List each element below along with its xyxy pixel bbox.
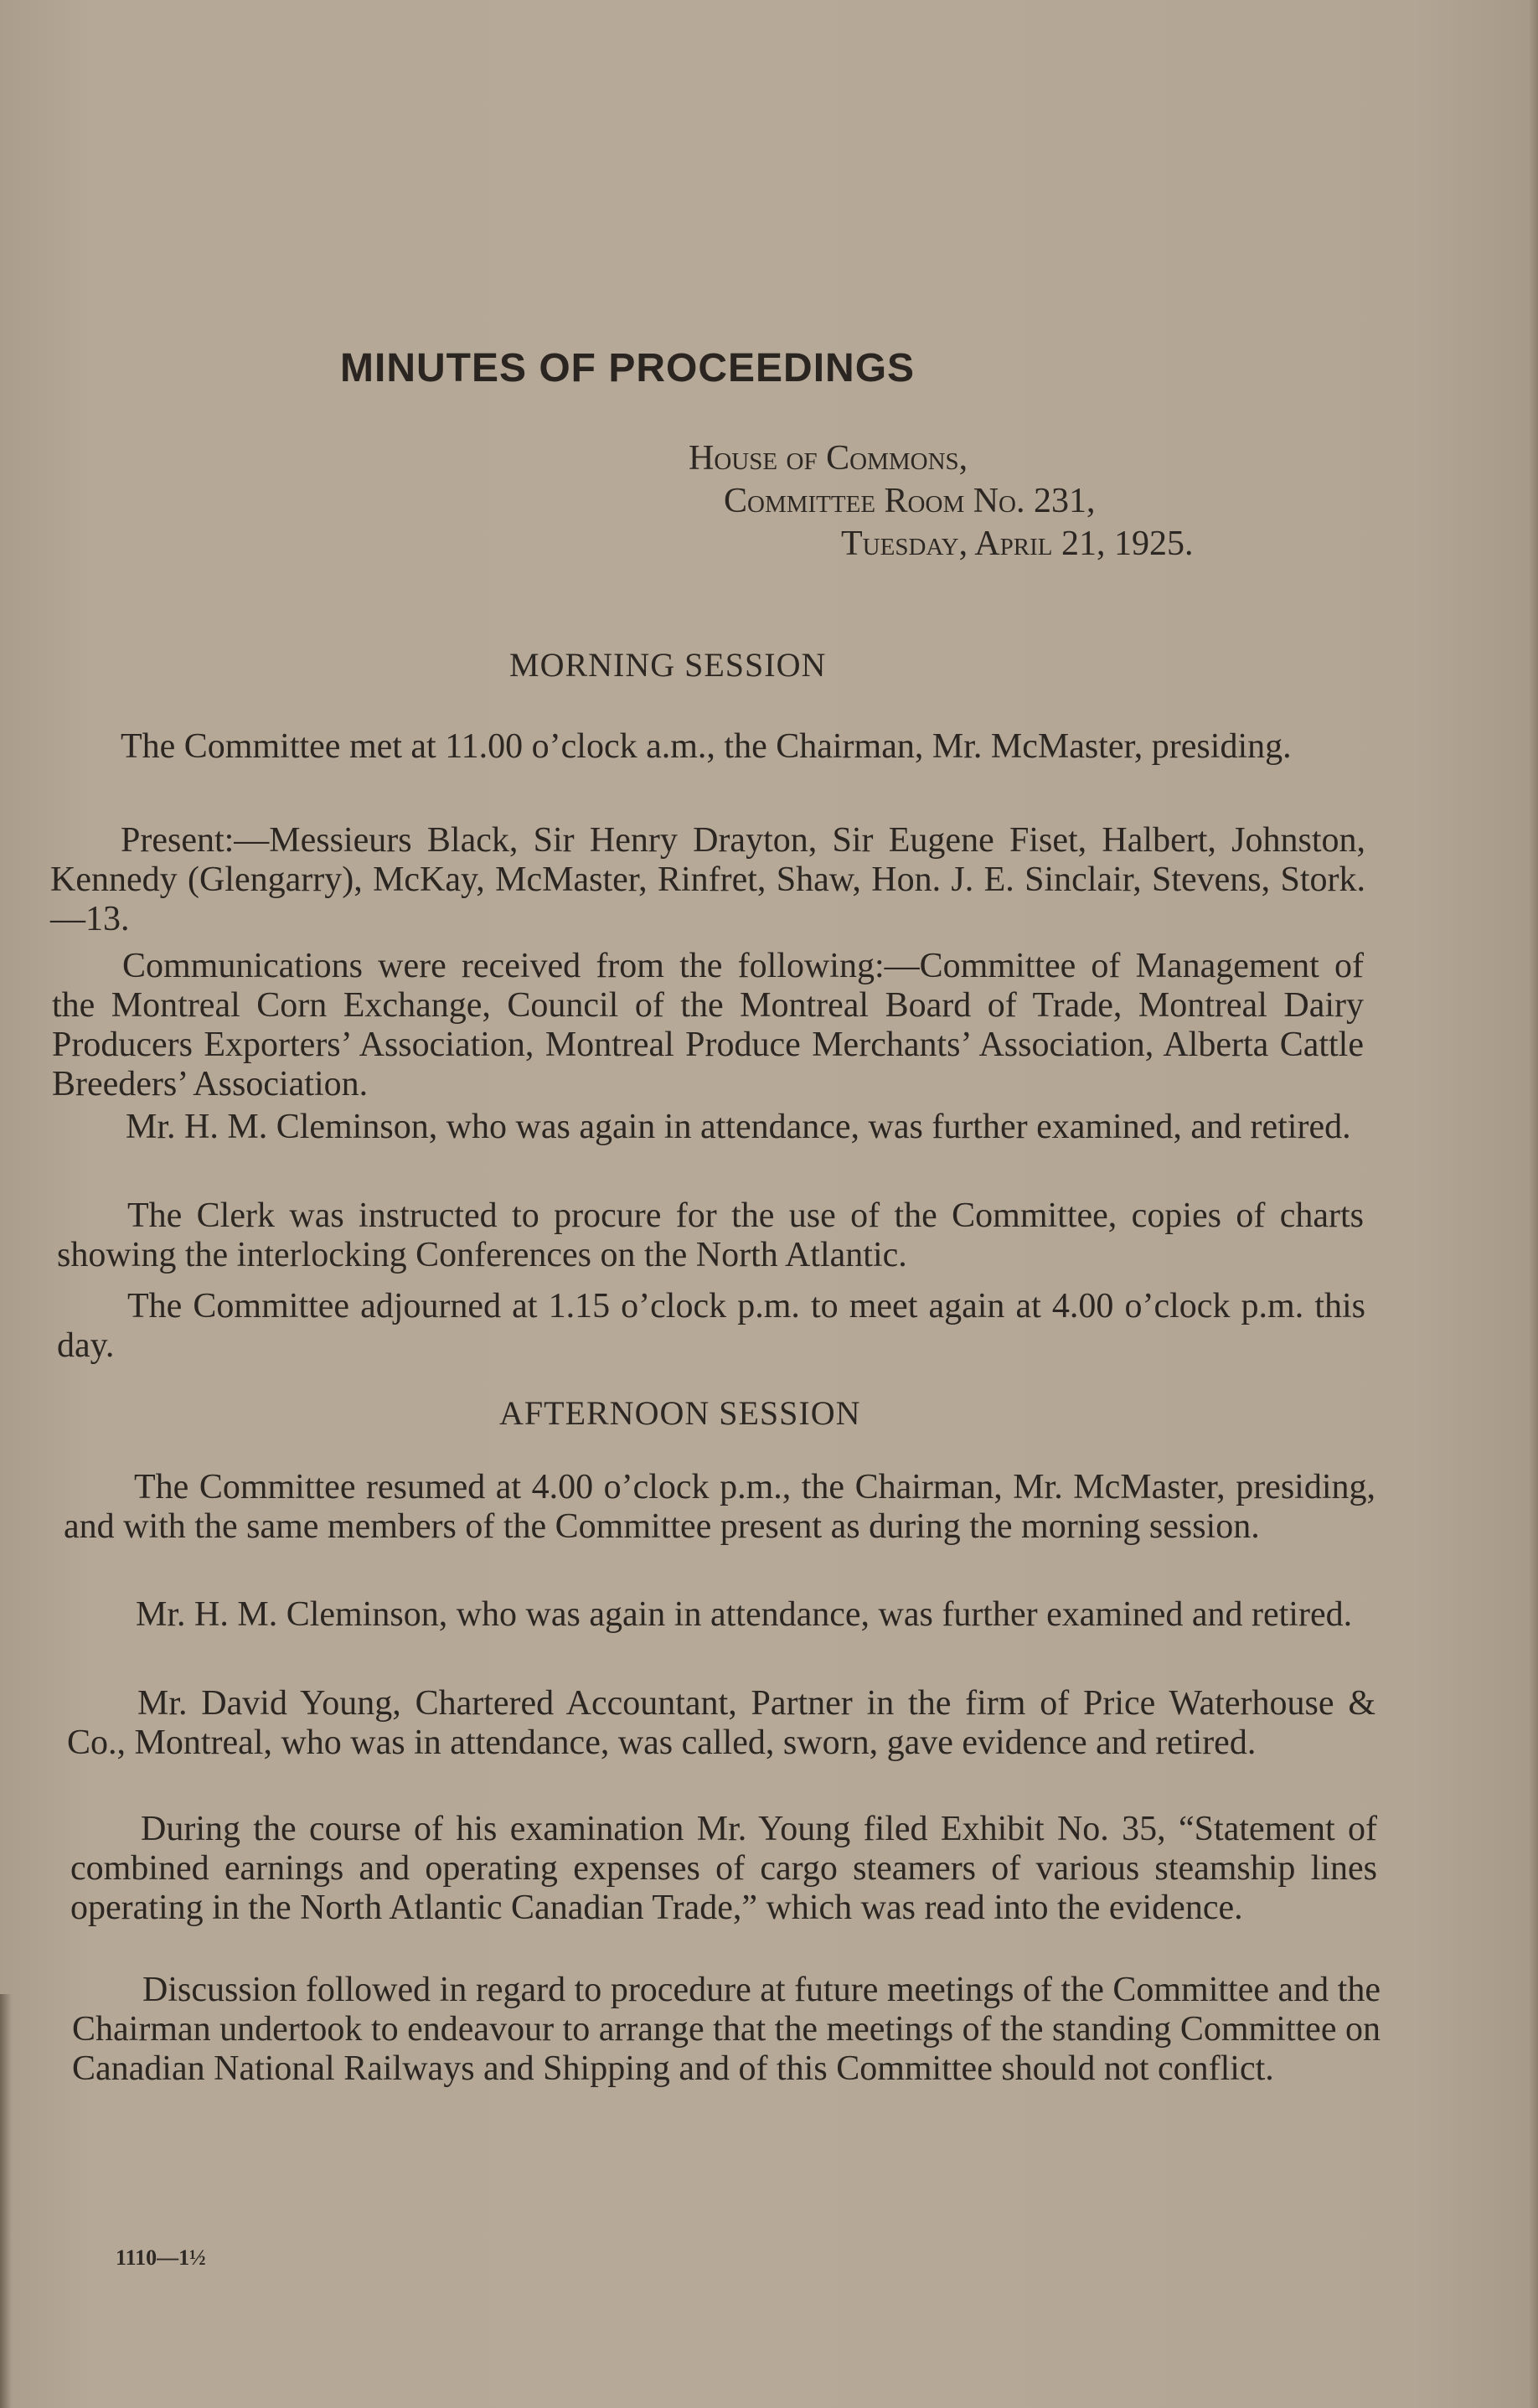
afternoon-paragraph-witness: Mr. H. M. Cleminson, who was again in attendance, was further examined and retired.: [136, 1595, 1353, 1634]
footer-code: 1110—1½: [116, 2245, 206, 2270]
afternoon-paragraph-exhibit: During the course of his examination Mr. Young filed Exhibit No. 35, “Statement of combined earnings and operating expenses of cargo steamers of various steamship lines operating in the North Atlantic Canadian Trade,” which was read into the evidence.: [70, 1810, 1377, 1927]
afternoon-session-heading: AFTERNOON SESSION: [499, 1394, 861, 1432]
binding-shadow: [0, 1994, 12, 2408]
morning-paragraph-present: Present:—Messieurs Black, Sir Henry Drayton, Sir Eugene Fiset, Halbert, Johnston, Kennedy (Glengarry), McKay, McMaster, Rinfret, Shaw, Hon. J. E. Sinclair, Stevens, Stork.—13.: [50, 821, 1365, 938]
address-date: Tuesday, April 21, 1925.: [841, 524, 1194, 563]
document-title: MINUTES OF PROCEEDINGS: [340, 346, 916, 390]
afternoon-paragraph-discussion: Discussion followed in regard to procedure at future meetings of the Committee and the Chairman undertook to endeavour to arrange that the meetings of the standing Committee on Canadian National Railways and Shipping and of this Committee should not conflict.: [72, 1971, 1381, 2088]
address-house: House of Commons,: [689, 439, 968, 478]
morning-paragraph-clerk: The Clerk was instructed to procure for the use of the Committee, copies of charts showing the interlocking Conferences on the North Atlantic.: [57, 1196, 1364, 1274]
morning-paragraph-adjourned: The Committee adjourned at 1.15 o’clock p.m. to meet again at 4.00 o’clock p.m. this day.: [57, 1287, 1365, 1365]
morning-session-heading: MORNING SESSION: [509, 646, 827, 684]
address-room: Committee Room No. 231,: [724, 482, 1096, 520]
morning-paragraph-witness: Mr. H. M. Cleminson, who was again in attendance, was further examined, and retired.: [126, 1108, 1351, 1146]
afternoon-paragraph-young: Mr. David Young, Chartered Accountant, Partner in the firm of Price Waterhouse & Co., Montreal, who was in attendance, was called, sworn, gave evidence and retired.: [67, 1684, 1375, 1762]
morning-paragraph-opening: The Committee met at 11.00 o’clock a.m., the Chairman, Mr. McMaster, presiding.: [121, 727, 1292, 766]
page-edge: [1530, 0, 1538, 2408]
morning-paragraph-communications: Communications were received from the following:—Committee of Management of the Montreal Corn Exchange, Council of the Montreal Board of Trade, Montreal Dairy Producers Exporters’ Association, Montreal Produce Merchants’ Association, Alberta Cattle Breeders’ Association.: [52, 947, 1364, 1103]
afternoon-paragraph-resumed: The Committee resumed at 4.00 o’clock p.m., the Chairman, Mr. McMaster, presiding, and with the same members of the Committee present as during the morning session.: [64, 1468, 1375, 1546]
